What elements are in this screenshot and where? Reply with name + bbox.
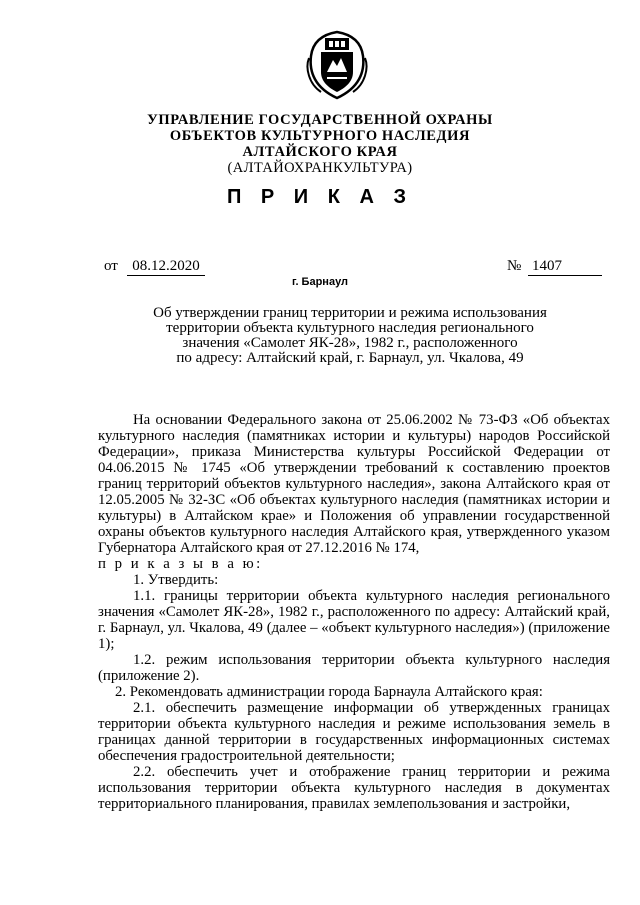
item-1-1: 1.1. границы территории объекта культурного наследия регионального значения «Самолет ЯК-28», 1982 г., расположенного по адресу: Алтайский край, г. Барнаул, ул. Чкалова, 49 (далее – «объект культурного наследия») (приложение 1); bbox=[98, 588, 610, 652]
item-2: 2. Рекомендовать администрации города Барнаула Алтайского края: bbox=[115, 684, 543, 700]
item-2-1: 2.1. обеспечить размещение информации об утвержденных границах территории объекта культурного наследия и режиме использования земель в границах данной территории в государственных информационных системах обеспечения градостроительной деятельности; bbox=[98, 700, 610, 764]
org-name-line2: ОБЪЕКТОВ КУЛЬТУРНОГО НАСЛЕДИЯ bbox=[169, 128, 471, 144]
document-subject bbox=[130, 306, 570, 366]
date-prefix: от bbox=[104, 258, 118, 274]
org-name-line3: АЛТАЙСКОГО КРАЯ bbox=[242, 144, 398, 160]
item-1-2: 1.2. режим использования территории объекта культурного наследия (приложение 2). bbox=[98, 652, 610, 684]
document-date: 08.12.2020 bbox=[127, 258, 205, 276]
subject-line: территории объекта культурного наследия регионального bbox=[166, 320, 534, 336]
altai-krai-coat-of-arms-icon bbox=[303, 28, 371, 102]
number-prefix: № bbox=[507, 258, 522, 274]
subject-line: значения «Самолет ЯК-28», 1982 г., расположенного bbox=[182, 335, 518, 351]
preamble-paragraph: На основании Федерального закона от 25.06.2002 № 73-ФЗ «Об объектах культурного наследия (памятниках истории и культуры) народов Российской Федерации», приказа Министерства культуры Российской Федерации от 04.06.2015 № 1745 «Об утверждении требований к составлению проектов границ территорий объектов культурного наследия», закона Алтайского края от 12.05.2005 № 32-ЗС «Об объектах культурного наследия (памятниках истории и культуры) в Алтайском крае» и Положения об управлении государственной охраны объектов культурного наследия Алтайского края, утвержденного указом Губернатора Алтайского края от 27.12.2016 № 174, bbox=[98, 412, 610, 556]
subject-line: Об утверждении границ территории и режима использования bbox=[153, 305, 547, 321]
item-2-2: 2.2. обеспечить учет и отображение границ территории и режима использования территории объекта культурного наследия в документах территориального планирования, правилах землепользования и застройки, bbox=[98, 764, 610, 812]
org-name-abbreviation: (АЛТАЙОХРАНКУЛЬТУРА) bbox=[227, 160, 413, 176]
document-body bbox=[98, 412, 610, 812]
document-city: г. Барнаул bbox=[291, 276, 349, 288]
document-number: 1407 bbox=[528, 258, 602, 276]
orders-word: п р и к а з ы в а ю: bbox=[98, 556, 263, 572]
org-name-line1: УПРАВЛЕНИЕ ГОСУДАРСТВЕННОЙ ОХРАНЫ bbox=[147, 112, 493, 128]
document-type-title: П Р И К А З bbox=[226, 186, 414, 208]
item-1: 1. Утвердить: bbox=[133, 572, 219, 588]
subject-line: по адресу: Алтайский край, г. Барнаул, ул. Чкалова, 49 bbox=[176, 350, 524, 366]
